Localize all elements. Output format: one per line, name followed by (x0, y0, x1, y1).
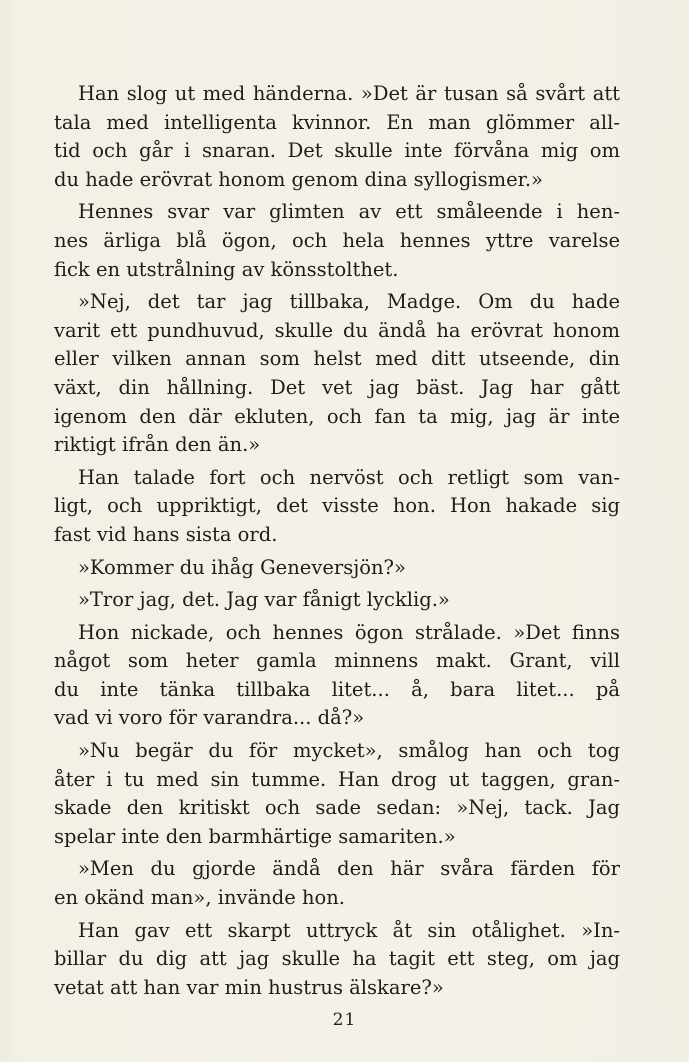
text-line: tid och går i snaran. Det skulle inte förvåna mig om (54, 139, 620, 163)
paragraph (54, 288, 620, 460)
paragraph (54, 855, 620, 912)
text-line: eller vilken annan som helst med ditt utseende, din (54, 347, 620, 371)
text-line: varit ett pundhuvud, skulle du ändå ha erövrat honom (54, 318, 620, 342)
text-line: Hon nickade, och hennes ögon strålade. »Det finns (78, 620, 620, 644)
text-line: Han slog ut med händerna. »Det är tusan så svårt att (78, 82, 620, 105)
paragraph (54, 586, 620, 615)
paragraph (54, 917, 620, 1003)
text-line: växt, din hållning. Det vet jag bäst. Jag har gått (54, 375, 620, 399)
text-line: nes ärliga blå ögon, och hela hennes yttre varelse (54, 228, 620, 252)
text-line: »Men du gjorde ändå den här svåra färden för (78, 857, 620, 881)
text-line: Han talade fort och nervöst och retligt som van- (78, 465, 620, 489)
text-line: du hade erövrat honom genom dina syllogismer.» (54, 167, 543, 191)
paragraph (54, 198, 620, 284)
paragraph (54, 554, 620, 583)
text-line: igenom den där ekluten, och fan ta mig, jag är inte (54, 404, 620, 428)
page-number: 21 (332, 1010, 357, 1030)
text-line: »Kommer du ihåg Geneversjön?» (78, 555, 406, 579)
text-line: åter i tu med sin tumme. Han drog ut taggen, gran- (54, 767, 620, 791)
text-line: vetat att han var min hustrus älskare?» (54, 975, 444, 999)
text-line: billar du dig att jag skulle ha tagit ett steg, om jag (54, 947, 620, 971)
text-line: skade den kritiskt och sade sedan: »Nej, tack. Jag (54, 796, 620, 820)
text-line: Han gav ett skarpt uttryck åt sin otålighet. »In- (78, 918, 620, 942)
paragraph (54, 80, 620, 194)
text-line: riktigt ifrån den än.» (54, 433, 261, 457)
paragraph (54, 737, 620, 851)
text-line: »Tror jag, det. Jag var fånigt lycklig.» (78, 588, 450, 612)
body-text (54, 80, 620, 1006)
text-line: Hennes svar var glimten av ett småleende i hen- (78, 200, 620, 224)
text-line: något som heter gamla minnens makt. Grant, vill (54, 649, 620, 673)
text-line: fast vid hans sista ord. (54, 522, 278, 546)
paragraph (54, 619, 620, 733)
text-line: fick en utstrålning av könsstolthet. (54, 257, 399, 281)
text-line: »Nej, det tar jag tillbaka, Madge. Om du hade (78, 290, 620, 314)
text-line: ligt, och uppriktigt, det visste hon. Hon hakade sig (54, 494, 620, 518)
text-line: tala med intelligenta kvinnor. En man glömmer all- (54, 110, 620, 134)
text-line: »Nu begär du för mycket», smålog han och tog (78, 739, 620, 763)
text-line: du inte tänka tillbaka litet... å, bara litet... på (54, 677, 620, 701)
text-line: spelar inte den barmhärtige samariten.» (54, 824, 456, 848)
text-line: vad vi voro för varandra... då?» (54, 706, 365, 730)
paragraph (54, 464, 620, 550)
text-line: en okänd man», invände hon. (54, 886, 345, 910)
